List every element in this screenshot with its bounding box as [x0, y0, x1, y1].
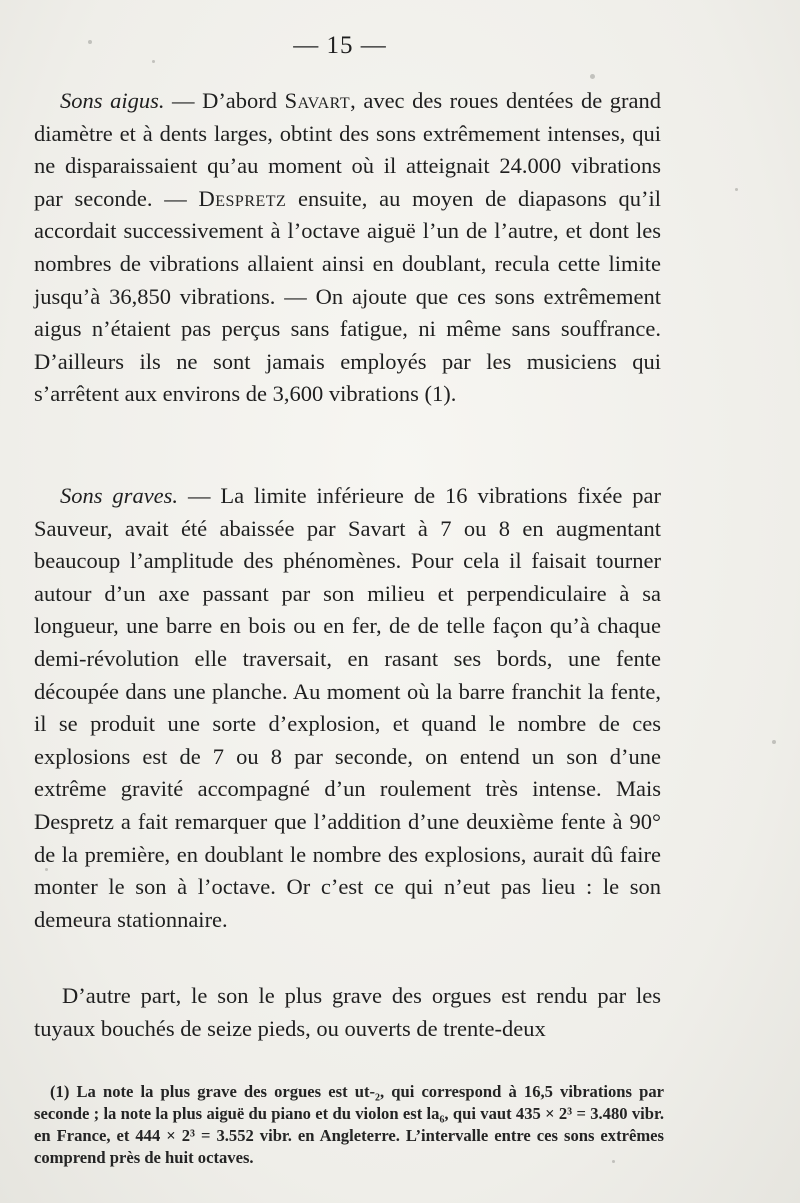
paragraph-text: — La limite inférieure de 16 vibrations fixée par Sauveur, avait été abaissée par Savart à 7 ou 8 en augmentant beaucoup l’amplitude des phénomènes. Pour cela il faisait tourner autour d’un axe passant par son milieu et perpendiculaire à sa longueur, une barre en bois ou en fer, de de telle façon qu’à chaque demi-révolution elle traversait, en rasant ses bords, une fente découpée dans une planche. Au moment où la barre franchit la fente, il se produit une sorte d’explosion, et quand le nombre de ces explosions est de 7 ou 8 par seconde, on entend un son d’une extrême gravité accompagné d’un roulement très intense. Mais Despretz a fait remarquer que l’addition d’une deuxième fente à 90° de la première, en doublant le nombre des explosions, aurait dû faire monter le son à l’octave. Or c’est ce qui n’eut pas lieu : le son demeura stationnaire.	[34, 483, 661, 932]
paragraph-text: — D’abord	[164, 88, 285, 113]
scan-speck	[152, 60, 155, 63]
footnote: (1) La note la plus grave des orgues est ut-₂, qui correspond à 16,5 vibrations par seconde ; la note la plus aiguë du piano et du violon est la₆, qui vaut 435 × 2³ = 3.480 vibr. en France, et 444 × 2³ = 3.552 vibr. en Angleterre. L’intervalle entre ces sons extrêmes comprend près de huit octaves.	[34, 1082, 664, 1167]
name-savart: Savart	[284, 88, 351, 113]
paragraph-orgues: D’autre part, le son le plus grave des orgues est rendu par les tuyaux bouchés de seize pieds, ou ouverts de trente-deux	[34, 983, 661, 1041]
paragraph-sons-graves	[34, 480, 661, 936]
paragraph-text: , avec des roues dentées de grand diamètre et à dents larges, obtint des sons extrêmement intenses, qui ne disparaissaient qu’au moment où il atteignait 24.000 vibrations par seconde. —	[34, 88, 661, 211]
scan-speck	[772, 740, 776, 744]
scan-speck	[612, 1160, 615, 1163]
name-despretz: Despretz	[198, 185, 287, 211]
scan-speck	[590, 74, 595, 79]
paragraph-text: ensuite, au moyen de diapasons qu’il accordait successivement à l’octave aiguë l’un de l’autre, et dont les nombres de vibrations allaient ainsi en doublant, recula cette limite jusqu’à 36,850 vibrations. — On ajoute que ces sons extrêmement aigus n’étaient pas perçus sans fatigue, ni même sans souffrance. D’ailleurs ils ne sont jamais employés par les musiciens qui s’arrêtent aux environs de 3,600 vibrations (1).	[34, 185, 661, 407]
scan-speck	[735, 188, 738, 191]
paragraph-sons-aigus	[34, 85, 661, 411]
section-label-sons-graves: Sons graves.	[60, 483, 179, 508]
scan-speck	[88, 40, 92, 44]
section-label-sons-aigus: Sons aigus.	[60, 88, 165, 113]
scan-speck	[45, 868, 48, 871]
page-number: — 15 —	[293, 32, 387, 59]
